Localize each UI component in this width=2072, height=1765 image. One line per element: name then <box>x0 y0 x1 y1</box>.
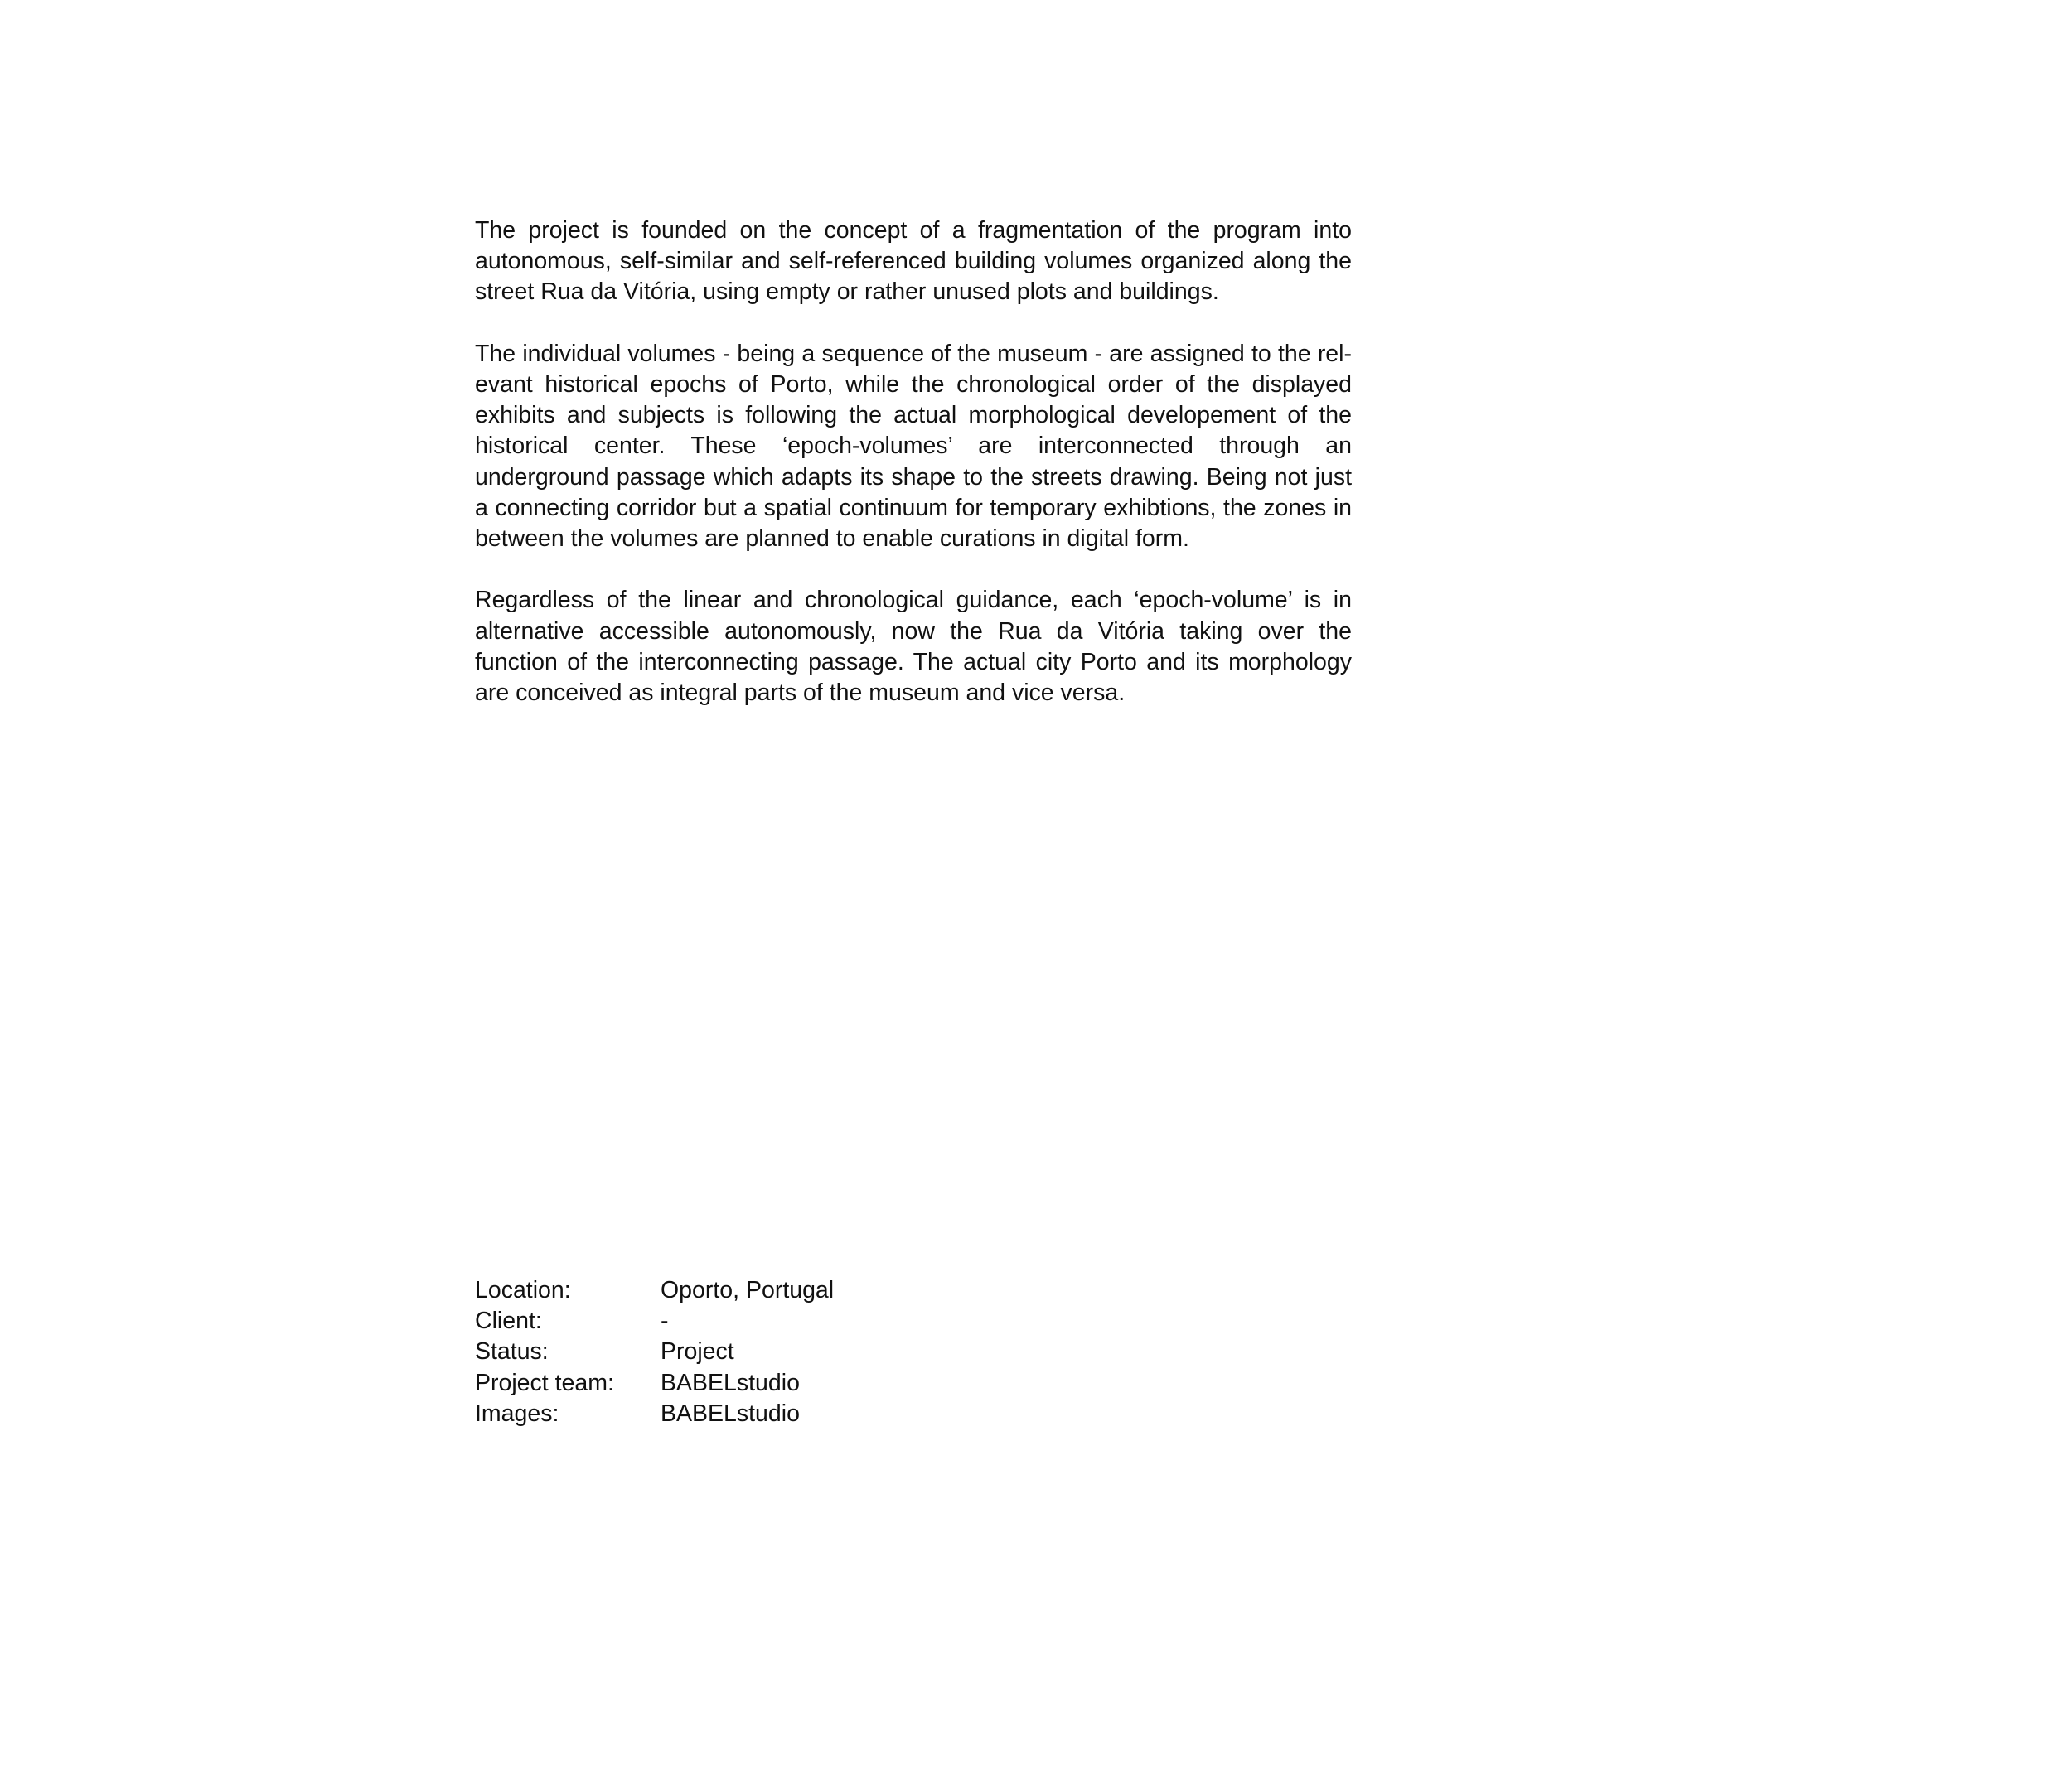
info-value: - <box>661 1308 669 1335</box>
description-paragraph-3: Regardless of the linear and chronological guidance, each ‘epoch-volume’ is in alternative accessible autonomously, now the Rua da Vitória taking over the function of the interconnecting passage. The actual city Porto and its morphology are conceived as integral parts of the museum and vice versa. <box>475 587 1352 707</box>
info-label: Status: <box>475 1338 549 1366</box>
info-value: BABELstudio <box>661 1369 800 1396</box>
info-value: Oporto, Portugal <box>661 1277 835 1303</box>
info-label: Client: <box>475 1308 542 1335</box>
info-value: Project <box>661 1338 734 1366</box>
info-row-client <box>475 1306 834 1337</box>
info-row-location <box>475 1275 834 1306</box>
project-description <box>475 215 1352 739</box>
info-row-status <box>475 1337 834 1367</box>
info-value: BABELstudio <box>661 1400 800 1427</box>
info-label: Project team: <box>475 1369 614 1396</box>
info-row-project-team <box>475 1368 834 1399</box>
info-row-images <box>475 1399 834 1429</box>
description-paragraph-2: The individual volumes - being a sequence of the museum - are assigned to the relevant historical epochs of Porto, while the chronological order of the displayed exhibits and subjects is following the actual morphological developement of the historical center. These ‘epoch-volumes’ are interconnected through an underground passage which adapts its shape to the streets drawing. Being not just a connecting corridor but a spatial continuum for temporary exhibtions, the zones in between the volumes are planned to enable curations in digital form. <box>475 340 1352 553</box>
project-info-table <box>475 1275 834 1429</box>
description-paragraph-1: The project is founded on the concept of a fragmentation of the program into autonomous, self-similar and self-referenced building volumes organized along the street Rua da Vitória, using empty or rather unused plots and buildings. <box>475 217 1352 306</box>
info-label: Location: <box>475 1277 571 1303</box>
info-label: Images: <box>475 1400 559 1427</box>
